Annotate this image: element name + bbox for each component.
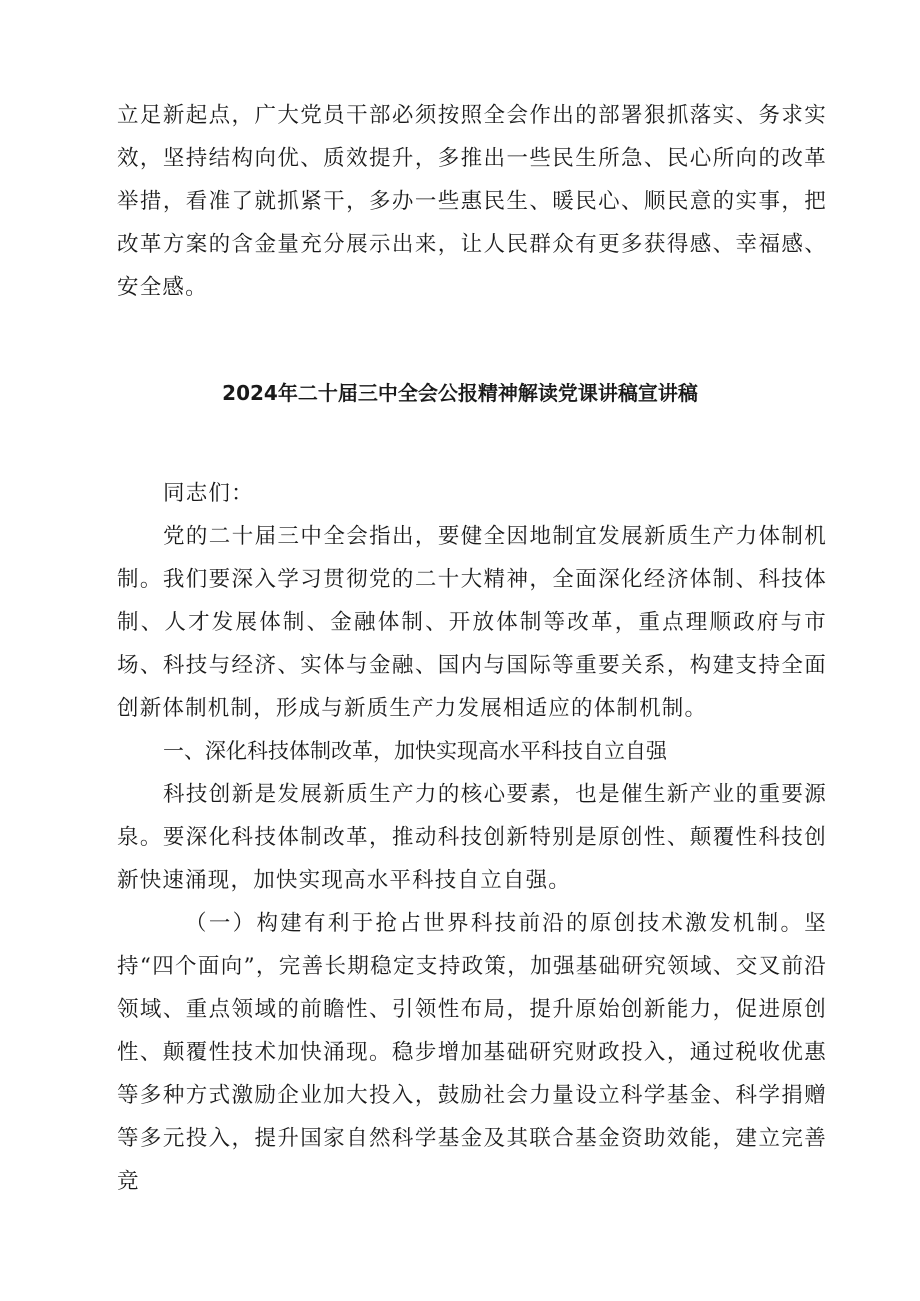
paragraph-3: （一）构建有利于抢占世界科技前沿的原创技术激发机制。坚持“四个面向”，完善长期稳定支持政策，加强基础研究领域、交叉前沿领域、重点领域的前瞻性、引领性布局，提升原始创新能力，促进原创性、颠覆性技术加快涌现。稳步增加基础研究财政投入，通过税收优惠等多种方式激励企业加大投入，鼓励社会力量设立科学基金、科学捐赠等多元投入，提升国家自然科学基金及其联合基金资助效能，建立完善竞: [117, 911, 827, 1194]
intro-paragraph: 立足新起点，广大党员干部必须按照全会作出的部署狠抓落实、务求实效，坚持结构向优、质效提升，多推出一些民生所急、民心所向的改革举措，看准了就抓紧干，多办一些惠民生、暖民心、顺民意的实事，把改革方案的含金量充分展示出来，让人民群众有更多获得感、幸福感、安全感。: [117, 103, 827, 300]
document-title: 2024年二十届三中全会公报精神解读党课讲稿宣讲稿: [222, 381, 698, 405]
salutation: 同志们：: [163, 481, 254, 506]
paragraph-1: 党的二十届三中全会指出，要健全因地制宜发展新质生产力体制机制。我们要深入学习贯彻党的二十大精神，全面深化经济体制、科技体制、人才发展体制、金融体制、开放体制等改革，重点理顺政府与市场、科技与经济、实体与金融、国内与国际等重要关系，构建支持全面创新体制机制，形成与新质生产力发展相适应的体制机制。: [117, 524, 827, 721]
section-heading-1: 一、深化科技体制改革，加快实现高水平科技自立自强: [163, 739, 667, 763]
paragraph-2: 科技创新是发展新质生产力的核心要素，也是催生新产业的重要源泉。要深化科技体制改革，推动科技创新特别是原创性、颠覆性科技创新快速涌现，加快实现高水平科技自立自强。: [117, 782, 827, 893]
